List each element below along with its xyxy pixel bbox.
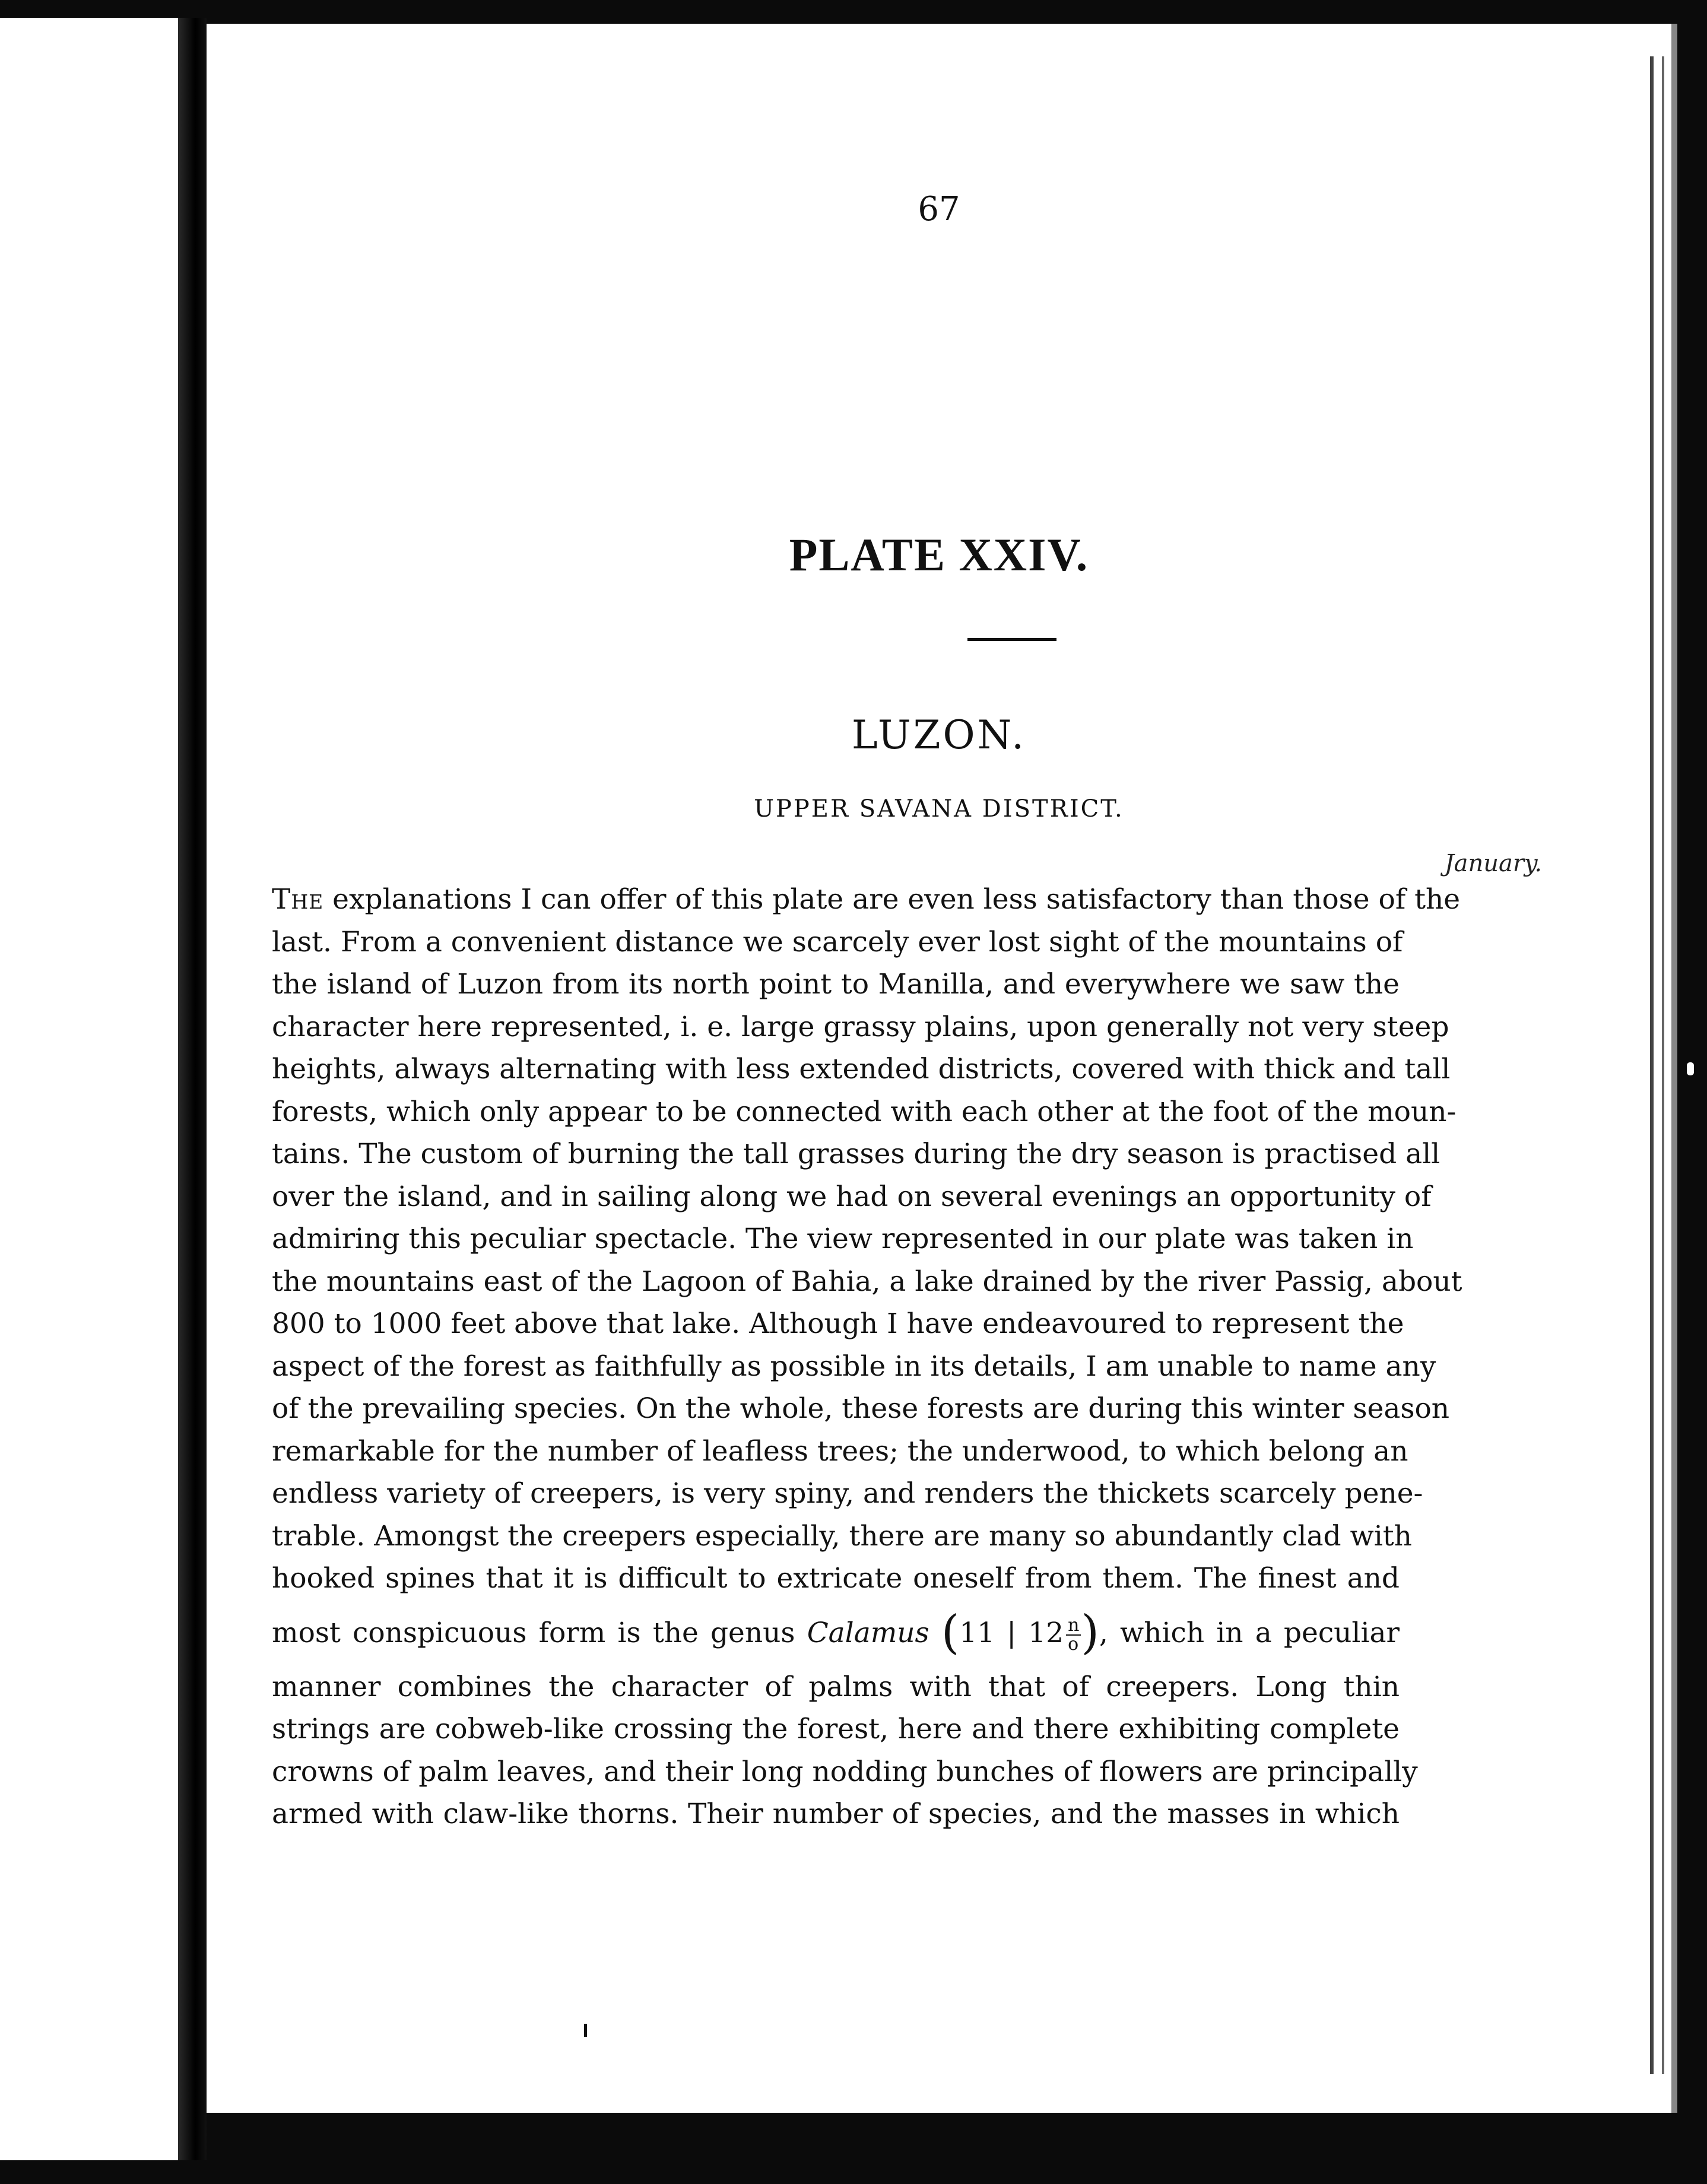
body-paragraph <box>272 878 1462 1836</box>
text-line: strings are cobweb-like crossing the forest, here and there exhibiting complete <box>272 1713 1400 1745</box>
district-title: UPPER SAVANA DISTRICT. <box>754 795 1124 823</box>
fraction-top: n <box>1066 1617 1081 1636</box>
text-line: aspect of the forest as faithfully as possible in its details, I am unable to name any <box>272 1350 1436 1383</box>
page-edge-shadow <box>1650 56 1654 2074</box>
text-line: heights, always alternating with less extended districts, covered with thick and tall <box>272 1053 1451 1085</box>
close-paren: ) <box>1081 1605 1099 1659</box>
month-label: January. <box>1444 850 1542 877</box>
facing-page-edge <box>0 18 184 2160</box>
text-line: crowns of palm leaves, and their long nodding bunches of flowers are principally <box>272 1755 1418 1788</box>
scan-speck <box>1687 1062 1694 1075</box>
text-line: of the prevailing species. On the whole, these forests are during this winter season <box>272 1392 1450 1425</box>
genus-name: Calamus <box>807 1616 929 1649</box>
page-number: 67 <box>918 190 960 228</box>
text-line: tains. The custom of burning the tall grasses during the dry season is practised all <box>272 1138 1441 1170</box>
text-line: armed with claw-like thorns. Their number of species, and the masses in which <box>272 1798 1400 1830</box>
text-line: forests, which only appear to be connected with each other at the foot of the moun- <box>272 1095 1457 1128</box>
text-line: the island of Luzon from its north point to Manilla, and everywhere we saw the <box>272 968 1400 1001</box>
text-line <box>272 878 1461 921</box>
text-fragment: most conspicuous form is the genus <box>272 1616 807 1649</box>
text-line: character here represented, i. e. large grassy plains, upon generally not very steep <box>272 1010 1449 1043</box>
open-paren: ( <box>941 1605 960 1659</box>
plate-title: PLATE XXIV. <box>789 529 1089 580</box>
fraction-bottom: o <box>1068 1633 1079 1655</box>
text-line: the mountains east of the Lagoon of Bahia, a lake drained by the river Passig, about <box>272 1265 1462 1298</box>
reference-separator: | <box>1007 1616 1017 1649</box>
text-line: hooked spines that it is difficult to extricate oneself from them. The finest and <box>272 1562 1400 1595</box>
reference-fraction <box>1066 1614 1081 1655</box>
text-line: last. From a convenient distance we scarcely ever lost sight of the mountains of <box>272 925 1403 958</box>
reference-left: 11 <box>959 1616 995 1649</box>
book-page <box>207 24 1677 2113</box>
title-divider <box>967 638 1056 641</box>
text-line: endless variety of creepers, is very spiny, and renders the thickets scarcely pene- <box>272 1477 1423 1510</box>
paragraph-lead: The <box>272 883 324 916</box>
text-line: manner combines the character of palms with that of creepers. Long thin <box>272 1670 1400 1703</box>
text-line: admiring this peculiar spectacle. The view represented in our plate was taken in <box>272 1223 1414 1255</box>
text-line: trable. Amongst the creepers especially, there are many so abundantly clad with <box>272 1519 1412 1553</box>
text-line-with-reference <box>272 1600 1400 1666</box>
reference-right: 12 <box>1028 1616 1064 1649</box>
text-line: over the island, and in sailing along we had on several evenings an opportunity of <box>272 1180 1432 1213</box>
page-edge-shadow <box>1662 56 1664 2074</box>
book-gutter <box>178 18 207 2160</box>
ink-speck <box>584 2024 587 2037</box>
text-line: remarkable for the number of leafless trees; the underwood, to which belong an <box>272 1434 1408 1468</box>
text-fragment: , which in a peculiar <box>1099 1616 1400 1649</box>
text-line: 800 to 1000 feet above that lake. Although I have endeavoured to represent the <box>272 1307 1404 1340</box>
region-title: LUZON. <box>851 712 1027 758</box>
text-line-content: explanations I can offer of this plate are even less satisfactory than those of the <box>323 883 1461 916</box>
